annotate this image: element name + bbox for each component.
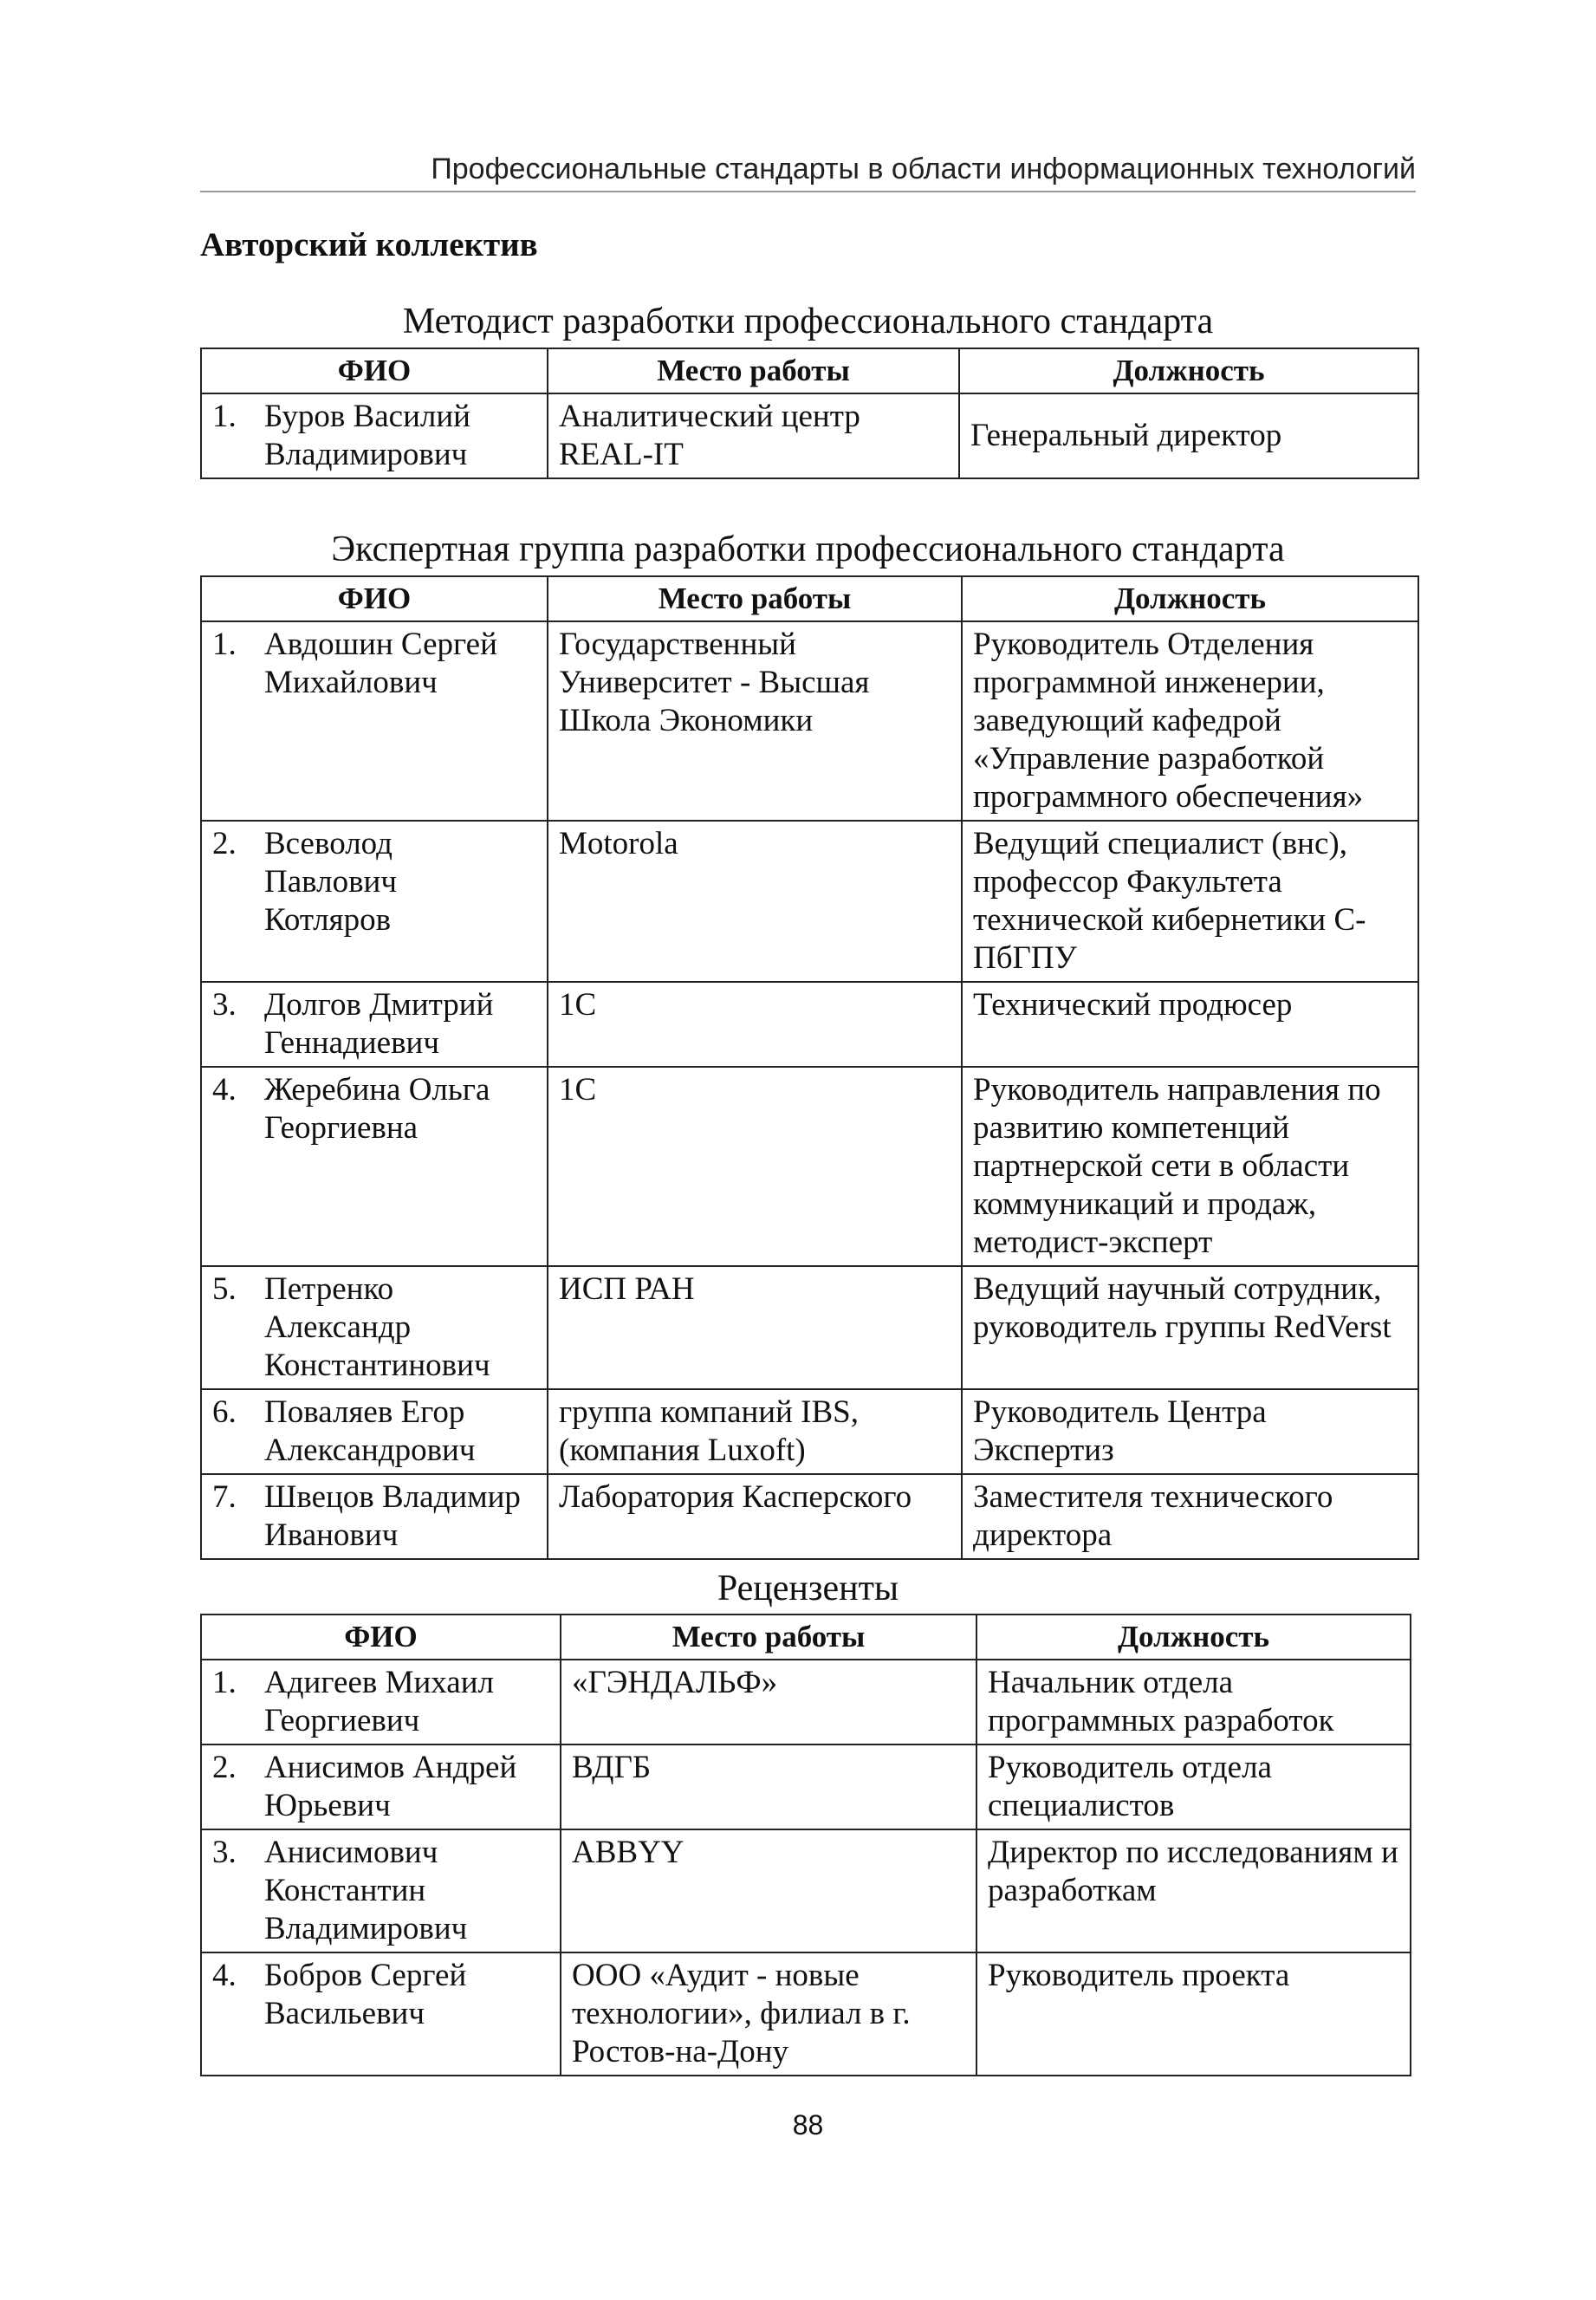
position-cell: Технический продюсер [962,982,1418,1067]
table-header-row [201,1615,1411,1660]
fio-cell [201,1266,548,1389]
row-number: 5. [212,1271,237,1307]
fio-name: Швецов Владимир Иванович [264,1479,521,1553]
position-cell: Руководитель Центра Экспертиз [962,1389,1418,1474]
table-row [201,621,1418,821]
row-number: 4. [212,1072,237,1108]
column-header-fio: ФИО [201,348,548,393]
position-cell: Руководитель проекта [976,1952,1411,2076]
row-number: 1. [212,1665,237,1700]
row-number: 6. [212,1394,237,1430]
fio-name: Жеребина Ольга Георгиевна [264,1072,490,1146]
fio-cell [201,1067,548,1266]
row-number: 4. [212,1958,237,1993]
column-header-place: Место работы [561,1615,976,1660]
fio-name: Всеволод Павлович Котляров [264,826,397,938]
fio-cell [201,821,548,982]
methodist-table [200,348,1419,479]
place-cell: «ГЭНДАЛЬФ» [561,1660,976,1744]
table-header-row [201,576,1418,621]
table-row [201,1660,1411,1744]
row-number: 2. [212,1750,237,1785]
row-number: 3. [212,1835,237,1870]
fio-cell [201,621,548,821]
position-cell: Генеральный директор [959,393,1418,478]
fio-cell [201,393,548,478]
table-row [201,1474,1418,1559]
running-header: Профессиональные стандарты в области информационных технологий [200,147,1416,192]
fio-cell [201,1660,561,1744]
position-cell: Руководитель направления по развитию компетенций партнерской сети в области коммуникаций и продаж, методист-эксперт [962,1067,1418,1266]
position-cell: Руководитель Отделения программной инженерии, заведующий кафедрой «Управление разработкой программного обеспечения» [962,621,1418,821]
methodist-caption: Методист разработки профессионального стандарта [402,302,1214,341]
table-row [201,1266,1418,1389]
fio-cell [201,982,548,1067]
row-number: 1. [212,627,237,662]
table-header-row [201,348,1418,393]
place-cell: 1С [548,1067,962,1266]
place-cell: ВДГБ [561,1744,976,1829]
place-cell: Аналитический центр REAL-IT [548,393,959,478]
column-header-position: Должность [976,1615,1411,1660]
table-row [201,982,1418,1067]
fio-name: Анисимович Константин Владимирович [264,1835,468,1946]
column-header-position: Должность [959,348,1418,393]
row-number: 2. [212,826,237,861]
position-cell: Заместителя технического директора [962,1474,1418,1559]
position-cell: Руководитель отдела специалистов [976,1744,1411,1829]
row-number: 3. [212,987,237,1023]
table-row [201,1829,1411,1952]
place-cell: ИСП РАН [548,1266,962,1389]
position-cell: Ведущий специалист (внс), профессор Факультета технической кибернетики С-ПбГПУ [962,821,1418,982]
column-header-position: Должность [962,576,1418,621]
fio-name: Петренко Александр Константинович [264,1271,490,1383]
row-number: 1. [212,399,237,434]
fio-cell [201,1744,561,1829]
place-cell: ABBYY [561,1829,976,1952]
place-cell: ООО «Аудит - новые технологии», филиал в г. Ростов-на-Дону [561,1952,976,2076]
table-row [201,1389,1418,1474]
experts-table [200,575,1419,1560]
position-cell: Начальник отдела программных разработок [976,1660,1411,1744]
table-row [201,821,1418,982]
page-number: 88 [792,2109,824,2141]
place-cell: Motorola [548,821,962,982]
reviewers-caption: Рецензенты [717,1569,899,1608]
fio-name: Адигеев Михаил Георгиевич [264,1665,494,1738]
section-title: Авторский коллектив [200,226,538,263]
fio-name: Поваляев Егор Александрович [264,1394,476,1468]
fio-name: Буров Василий Владимирович [264,399,470,472]
place-cell: группа компаний IBS, (компания Luxoft) [548,1389,962,1474]
reviewers-table [200,1614,1411,2076]
fio-name: Анисимов Андрей Юрьевич [264,1750,517,1823]
column-header-place: Место работы [548,576,962,621]
table-row [201,393,1418,478]
experts-caption: Экспертная группа разработки профессионального стандарта [331,530,1285,569]
place-cell: Лаборатория Касперского [548,1474,962,1559]
column-header-fio: ФИО [201,1615,561,1660]
fio-cell [201,1829,561,1952]
position-cell: Ведущий научный сотрудник, руководитель группы RedVerst [962,1266,1418,1389]
fio-cell [201,1952,561,2076]
table-row [201,1067,1418,1266]
fio-name: Авдошин Сергей Михайлович [264,627,497,700]
place-cell: Государственный Университет - Высшая Школа Экономики [548,621,962,821]
table-row [201,1744,1411,1829]
position-cell: Директор по исследованиям и разработкам [976,1829,1411,1952]
table-row [201,1952,1411,2076]
place-cell: 1С [548,982,962,1067]
fio-name: Долгов Дмитрий Геннадиевич [264,987,494,1061]
fio-cell [201,1389,548,1474]
fio-cell [201,1474,548,1559]
fio-name: Бобров Сергей Васильевич [264,1958,467,2031]
column-header-place: Место работы [548,348,959,393]
column-header-fio: ФИО [201,576,548,621]
row-number: 7. [212,1479,237,1515]
